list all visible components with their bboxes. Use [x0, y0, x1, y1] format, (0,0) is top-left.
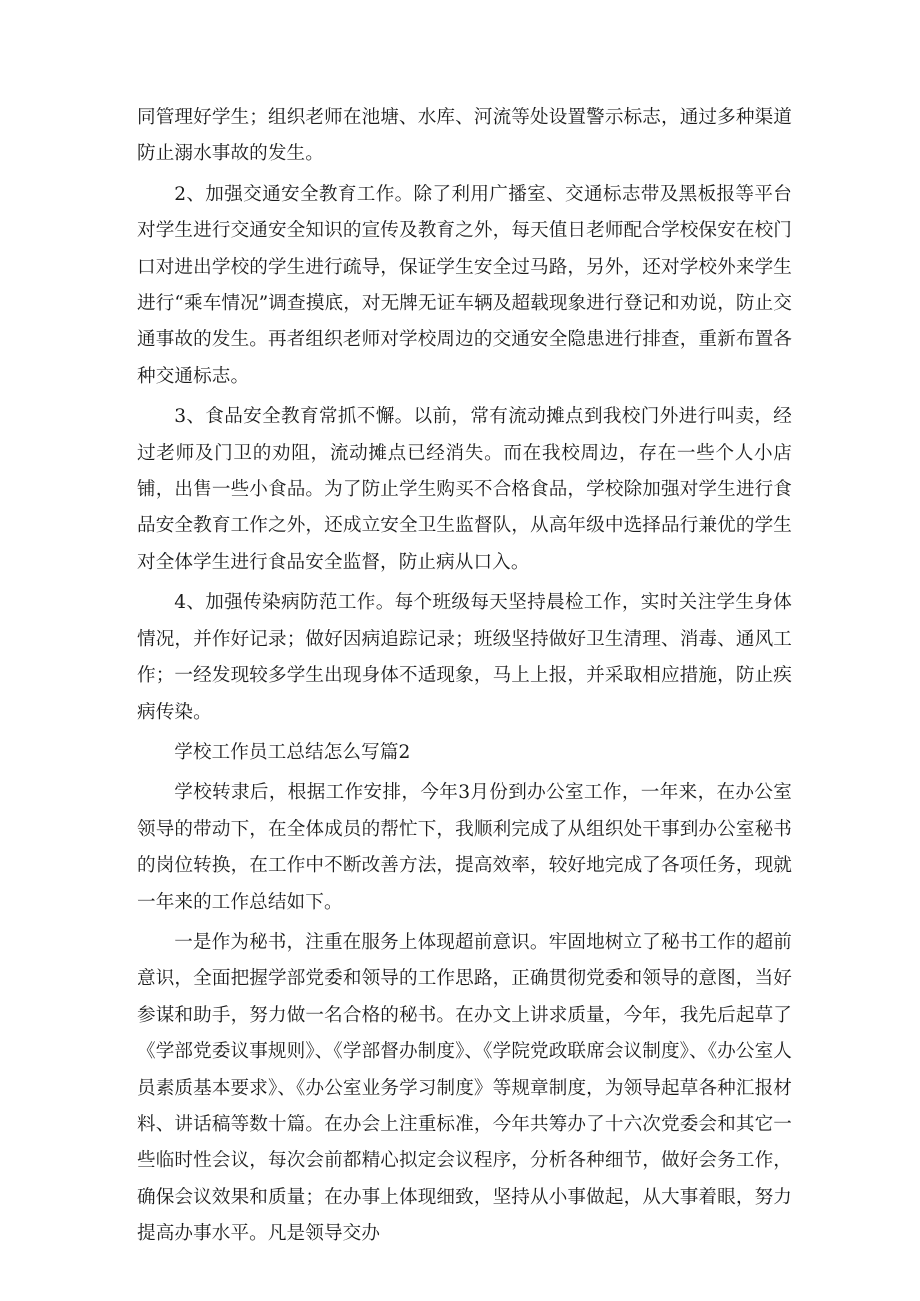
- document-page: [137, 100, 792, 1257]
- paragraph-intro: 学校转隶后，根据工作安排，今年3月份到办公室工作，一年来，在办公室领导的带动下，在全体成员的帮忙下，我顺利完成了从组织处干事到办公室秘书的岗位转换，在工作中不断改善方法，提高效率，较好地完成了各项任务，现就一年来的工作总结如下。: [137, 782, 792, 913]
- paragraph-disease-prevention: 4、加强传染病防范工作。每个班级每天坚持晨检工作，实时关注学生身体情况，并作好记录；做好因病追踪记录；班级坚持做好卫生清理、消毒、通风工作；一经发现较多学生出现身体不适现象，马上上报，并采取相应措施，防止疾病传染。: [137, 592, 792, 723]
- paragraph-food-safety: 3、食品安全教育常抓不懈。以前，常有流动摊点到我校门外进行叫卖，经过老师及门卫的劝阻，流动摊点已经消失。而在我校周边，存在一些个人小店铺，出售一些小食品。为了防止学生购买不合格食品，学校除加强对学生进行食品安全教育工作之外，还成立安全卫生监督队，从高年级中选择品行兼优的学生对全体学生进行食品安全监督，防止病从口入。: [137, 406, 792, 573]
- section-heading: 学校工作员工总结怎么写篇2: [174, 741, 411, 763]
- paragraph-secretary: 一是作为秘书，注重在服务上体现超前意识。牢固地树立了秘书工作的超前意识，全面把握学部党委和领导的工作思路，正确贯彻党委和领导的意图，当好参谋和助手，努力做一名合格的秘书。在办文上讲求质量，今年，我先后起草了《学部党委议事规则》、《学部督办制度》、《学院党政联席会议制度》、《办公室人员素质基本要求》、《办公室业务学习制度》等规章制度，为领导起草各种汇报材料、讲话稿等数十篇。在办会上注重标准，今年共筹办了十六次党委会和其它一些临时性会议，每次会前都精心拟定会议程序，分析各种细节，做好会务工作，确保会议效果和质量；在办事上体现细致，坚持从小事做起，从大事着眼，努力提高办事水平。凡是领导交办: [137, 931, 792, 1245]
- paragraph-traffic-safety: 2、加强交通安全教育工作。除了利用广播室、交通标志带及黑板报等平台对学生进行交通安全知识的宣传及教育之外，每天值日老师配合学校保安在校门口对进出学校的学生进行疏导，保证学生安全过马路，另外，还对学校外来学生进行“乘车情况”调查摸底，对无牌无证车辆及超载现象进行登记和劝说，防止交通事故的发生。再者组织老师对学校周边的交通安全隐患进行排查，重新布置各种交通标志。: [137, 183, 792, 387]
- paragraph-1: 同管理好学生；组织老师在池塘、水库、河流等处设置警示标志，通过多种渠道防止溺水事故的发生。: [137, 107, 792, 165]
